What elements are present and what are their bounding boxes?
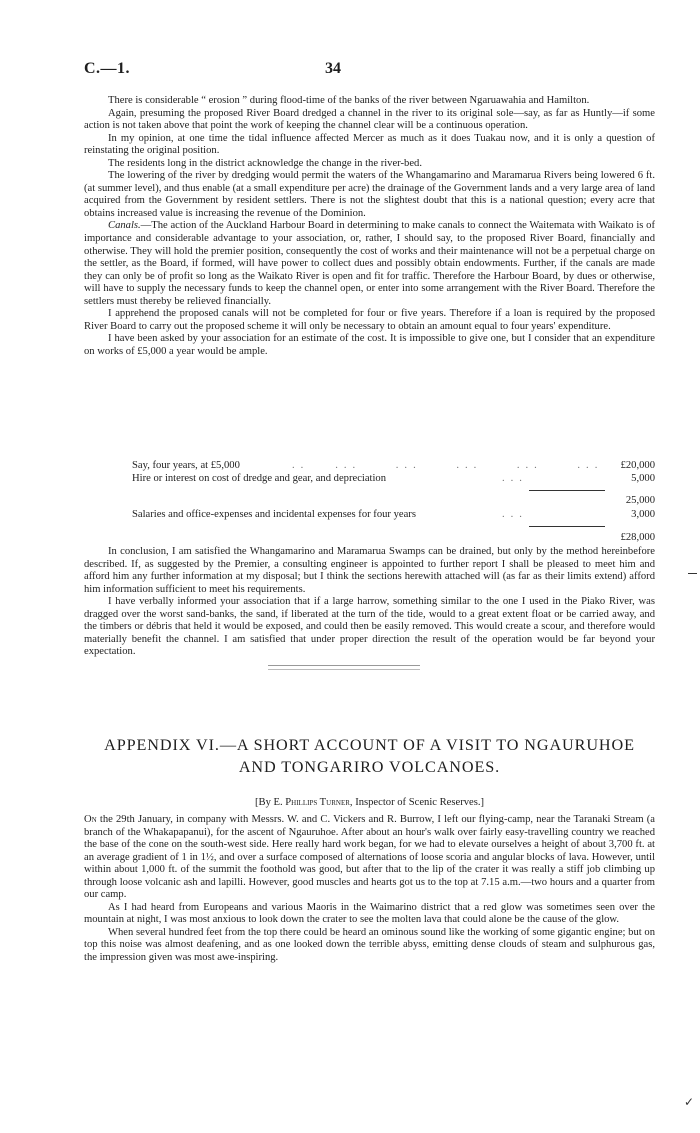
estimate-row — [84, 473, 655, 486]
appendix-body — [84, 814, 655, 965]
paragraph-dredging: Again, presuming the proposed River Board dredged a channel in the river to its original sole—say, as far as Huntly—if some action is not taken above that point the work of keeping the channel clear will be a continuous operation. — [84, 107, 655, 132]
total-rule — [529, 526, 605, 527]
dropcap-word: On — [84, 814, 97, 825]
canals-heading: Canals. — [108, 220, 141, 232]
paragraph-estimate-intro: I have been asked by your association for an estimate of the cost. It is impossible to give one, but I consider that an expenditure on works of £5,000 a year would be ample. — [84, 333, 655, 357]
paragraph-tidal-influence: In my opinion, at one time the tidal influence affected Mercer as much as it does Tuakau now, and it is only a question of reinstating the original position. — [84, 132, 655, 157]
estimate-amount: £20,000 — [620, 460, 655, 471]
paragraph-summit-noise: When several hundred feet from the top there could be heard an ominous sound like the working of some gigantic engine; but on top this noise was almost deafening, and as one looked down the terrible abyss, emitting dense clouds of steam and sulphurous gas, the impression given was most awe-inspiring. — [84, 926, 655, 964]
paragraph-lowering-river: The lowering of the river by dredging would permit the waters of the Whangamarino and Maramarua Rivers being lowered 6 ft. (at summer level), and thus enable (at a small expenditure per acre) the drainage of the Government lands and a very large area of land acquired from the Government by resident settlers. There is not the slightest doubt that this is a national question; every acre that obtains increased value is increasing the revenue of the Dominion. — [84, 170, 655, 219]
appendix-title-line-1: APPENDIX VI.—A SHORT ACCOUNT OF A VISIT TO NGAURUHOE — [104, 736, 635, 754]
paragraph-canals — [84, 220, 655, 308]
paragraph-erosion: There is considerable “ erosion ” during flood-time of the banks of the river between Ngaruawahia and Hamilton. — [108, 95, 590, 106]
estimate-row — [84, 460, 655, 473]
leader-dots: ... — [502, 509, 528, 520]
appendix-byline: [By E. Phillips Turner, Inspector of Scenic Reserves.] — [254, 797, 485, 808]
estimate-amount: 5,000 — [631, 473, 655, 484]
report-code: C.—1. — [84, 60, 131, 77]
subtotal-rule — [529, 490, 605, 491]
estimate-total: £28,000 — [620, 532, 655, 543]
paragraph-conclusion: In conclusion, I am satisfied the Whangamarino and Maramarua Swamps can be drained, but only by the method hereinbefore described. If, as suggested by the Premier, a consulting engineer is appointed to further report I shall be pleased to meet him and afford him any further information at my disposal; but I think the sections herewith attached will (as far as their limits extend) afford him information sufficient to meet his requirements. — [84, 546, 655, 595]
author-name: E. Phillips Turner, — [273, 797, 353, 808]
estimate-total-row — [84, 532, 655, 545]
paragraph-harrow: I have verbally informed your association that if a large harrow, something similar to the one I used in the Piako River, was dragged over the worst sand-banks, the sand, if liberated at the turn of the tide, would to a great extent float or be carried away, and the timbers or débris that held it would be exposed, and could then be easily removed. This would create a scour, and therefore would materially benefit the channel. I am satisfied that under proper direction the result of the operation would be far beyond your expectation. — [84, 596, 655, 658]
margin-tick-mark: ✓ — [684, 1095, 695, 1109]
estimate-subtotal-row — [84, 495, 655, 508]
paragraph-residents: The residents long in the district acknowledge the change in the river-bed. — [108, 157, 422, 169]
leader-dots: ... — [502, 473, 528, 484]
leader-dots: .. ... ... ... ... ... — [292, 460, 604, 471]
paragraph-ascent: On the 29th January, in company with Messrs. W. and C. Vickers and R. Burrow, I left our flying-camp, near the Taranaki Stream (a branch of the Whakapapanui), for the ascent of Ngauruhoe. After about an hour's walk over fairly easy-travelling country we reached the base of the cone on the south-west side. Here really hard work began, for we had to elevate ourselves a height of about 3,700 ft. at an average gradient of 1 in 1½, and over a surface composed of alternations of loose scoria and angular blocks of lava. However, until within about 1,000 ft. of the summit the foothold was good, but after that to the lip of the crater it was really a stiff job climbing up through loose volcanic ash and lapilli. However, good muscles and hearts got us to the top at 7.15 a.m.—two hours and a quarter from our camp. — [84, 814, 655, 901]
estimate-subtotal: 25,000 — [625, 495, 655, 506]
report-body-top — [84, 95, 655, 358]
paragraph-red-glow: As I had heard from Europeans and various Maoris in the Waimarino district that a red glow was sometimes seen over the mountain at night, I was most anxious to look down the crater to see the molten lava that could alone be the cause of the glow. — [84, 901, 655, 926]
estimate-label: Say, four years, at £5,000 — [132, 460, 240, 471]
page-number: 34 — [325, 60, 341, 77]
canals-text: —The action of the Auckland Harbour Board in determining to make canals to connect the Waitemata with Waikato is of importance and considerable advantage to your association, or, rather, I should say, to the proposed River Board, financially and otherwise. They will hold the premier position, consequently the cost of works and their maintenance will not be a perpetual charge on the settler, as the Board, if formed, will have power to collect dues and possibly obtain endowments. Further, if the canals are made they can only be of profit so long as the Waikato River is open and fit for traffic. Therefore the Harbour Board, by dues or otherwise, will have to supply the necessary funds to keep the channel open, or enter into some arrangement with the River Board. Therefore the settlers must thereby be relieved financially. — [84, 220, 655, 307]
appendix-title-line-2: AND TONGARIRO VOLCANOES. — [238, 758, 501, 776]
margin-mark — [688, 573, 697, 574]
report-body-closing — [84, 546, 655, 659]
estimate-amount: 3,000 — [631, 509, 655, 520]
section-divider — [268, 665, 420, 670]
estimate-label: Hire or interest on cost of dredge and gear, and depreciation — [132, 473, 387, 484]
estimate-label: Salaries and office-expenses and incidental expenses for four years — [132, 509, 416, 520]
paragraph-loan: I apprehend the proposed canals will not be completed for four or five years. Therefore if a loan is required by the proposed River Board to carry out the proposed scheme it will only be necessary to obtain an amount equal to four years' expenditure. — [84, 308, 655, 332]
estimate-row — [84, 509, 655, 522]
